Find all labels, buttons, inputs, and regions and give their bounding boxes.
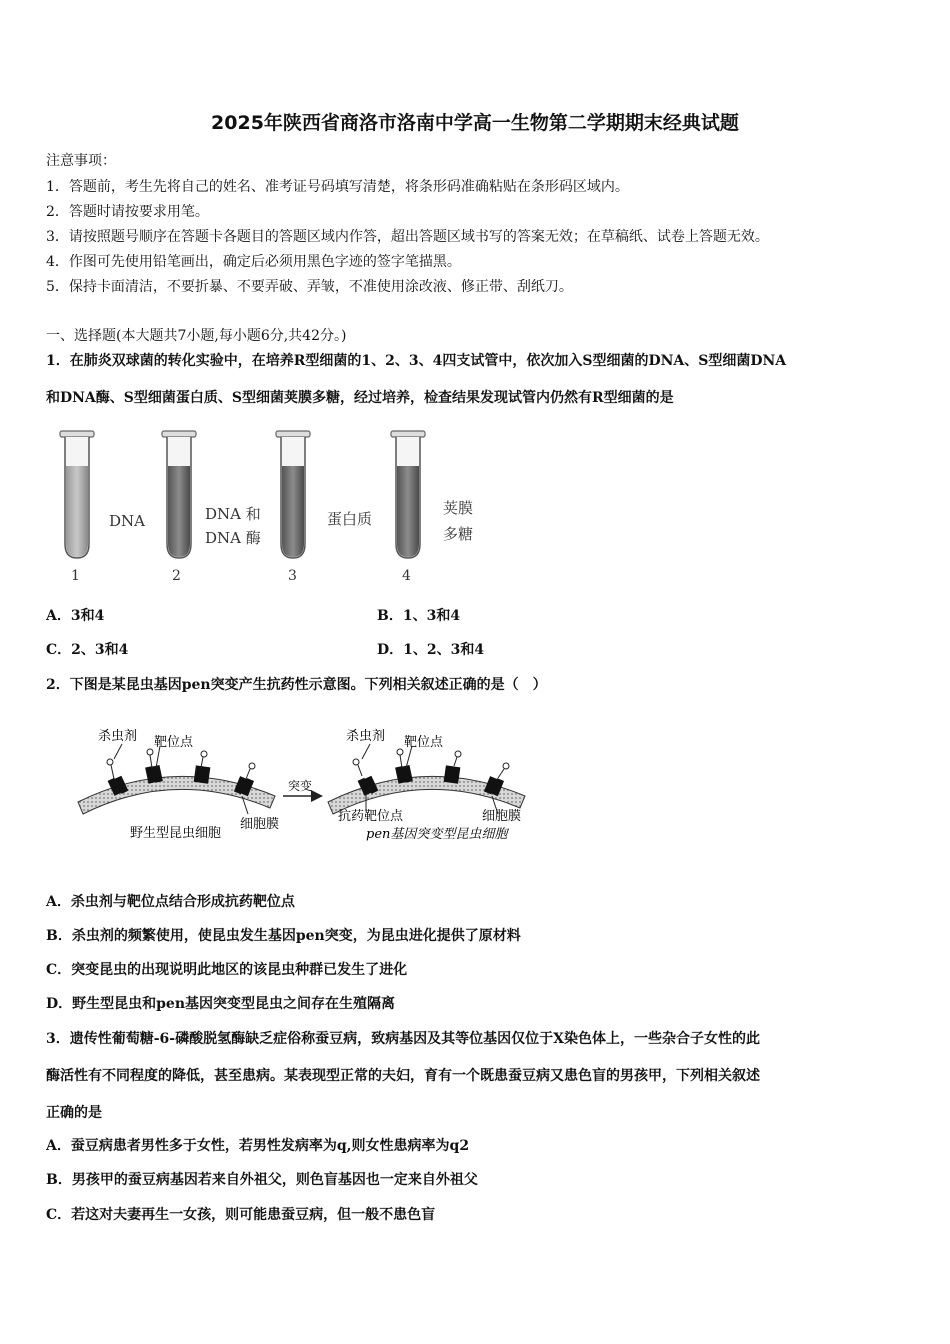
notes-heading: 注意事项： [46, 153, 116, 169]
test-tube-4 [391, 431, 425, 558]
q3-stem-line2: 酶活性有不同程度的降低，甚至患病。某表现型正常的夫妇，育有一个既患蚕豆病又患色盲的男孩甲，下列相关叙述 [46, 1068, 760, 1084]
right-target-label: 靶位点 [404, 735, 444, 750]
tube-1-label: DNA [109, 512, 145, 530]
tube-3-number: 3 [288, 568, 297, 584]
right-resistant-target-label: 抗药靶位点 [338, 809, 404, 824]
q2-option-d[interactable]: D．野生型昆虫和pen基因突变型昆虫之间存在生殖隔离 [46, 996, 396, 1012]
note-item: 5．保持卡面清洁，不要折暴、不要弄破、弄皱，不准使用涂改液、修正带、刮纸刀。 [46, 279, 573, 295]
q2-stem: 2．下图是某昆虫基因pen突变产生抗药性示意图。下列相关叙述正确的是（ ） [46, 677, 547, 693]
tube-2-number: 2 [172, 568, 181, 584]
page-title: 2025年陕西省商洛市洛南中学高一生物第二学期期末经典试题 [211, 112, 739, 134]
test-tube-2 [162, 431, 196, 558]
q1-stem-line1: 1．在肺炎双球菌的转化实验中，在培养R型细菌的1、2、3、4四支试管中，依次加入S型细菌的DNA、S型细菌DNA [46, 353, 787, 369]
q3-option-c[interactable]: C．若这对夫妻再生一女孩，则可能患蚕豆病，但一般不患色盲 [46, 1207, 436, 1223]
note-item: 2．答题时请按要求用笔。 [46, 204, 209, 220]
left-target-label: 靶位点 [154, 735, 194, 750]
right-insecticide-label: 杀虫剂 [346, 729, 386, 744]
tube-4-number: 4 [402, 568, 411, 584]
q3-option-a[interactable]: A．蚕豆病患者男性多于女性，若男性发病率为q,则女性患病率为q2 [46, 1138, 470, 1154]
left-membrane-label: 细胞膜 [240, 817, 280, 832]
tube-3-label: 蛋白质 [327, 510, 373, 528]
q1-option-d[interactable]: D．1、2、3和4 [377, 642, 485, 658]
q2-option-b[interactable]: B．杀虫剂的频繁使用，使昆虫发生基因pen突变，为昆虫进化提供了原材料 [46, 928, 521, 944]
tube-4-label-line2: 多糖 [443, 525, 474, 543]
q1-option-c[interactable]: C．2、3和4 [46, 642, 129, 658]
test-tube-3 [276, 431, 310, 558]
note-item: 1．答题前，考生先将自己的姓名、准考证号码填写清楚，将条形码准确粘贴在条形码区域内。 [46, 179, 629, 195]
q1-stem-line2: 和DNA酶、S型细菌蛋白质、S型细菌荚膜多糖，经过培养，检查结果发现试管内仍然有R型细菌的是 [46, 390, 674, 406]
q2-option-a[interactable]: A．杀虫剂与靶位点结合形成抗药靶位点 [46, 894, 295, 910]
q2-option-c[interactable]: C．突变昆虫的出现说明此地区的该昆虫种群已发生了进化 [46, 962, 408, 978]
q1-option-b[interactable]: B．1、3和4 [377, 608, 461, 624]
q2-membrane-figure [70, 724, 540, 849]
q1-option-a[interactable]: A．3和4 [46, 608, 105, 624]
tube-2-label-line2: DNA 酶 [205, 529, 261, 547]
right-caption: pen基因突变型昆虫细胞 [366, 827, 508, 842]
tube-4-label-line1: 荚膜 [443, 499, 474, 517]
q3-option-b[interactable]: B．男孩甲的蚕豆病基因若来自外祖父，则色盲基因也一定来自外祖父 [46, 1172, 478, 1188]
tube-2-label-line1: DNA 和 [205, 505, 261, 523]
q3-stem-line3: 正确的是 [46, 1105, 102, 1121]
section-heading: 一、选择题(本大题共7小题,每小题6分,共42分。) [46, 328, 347, 344]
tube-1-number: 1 [71, 568, 80, 584]
mutation-arrow-label: 突变 [288, 779, 313, 793]
right-membrane-label: 细胞膜 [482, 809, 522, 824]
test-tube-1 [60, 431, 94, 558]
note-item: 4．作图可先使用铅笔画出，确定后必须用黑色字迹的签字笔描黑。 [46, 254, 461, 270]
q1-test-tube-figure [55, 426, 505, 586]
left-caption: 野生型昆虫细胞 [130, 826, 222, 841]
note-item: 3．请按照题号顺序在答题卡各题目的答题区域内作答，超出答题区域书写的答案无效；在草稿纸、试卷上答题无效。 [46, 229, 769, 245]
q3-stem-line1: 3．遗传性葡萄糖-6-磷酸脱氢酶缺乏症俗称蚕豆病，致病基因及其等位基因仅位于X染色体上，一些杂合子女性的此 [46, 1031, 760, 1047]
left-insecticide-label: 杀虫剂 [98, 729, 138, 744]
